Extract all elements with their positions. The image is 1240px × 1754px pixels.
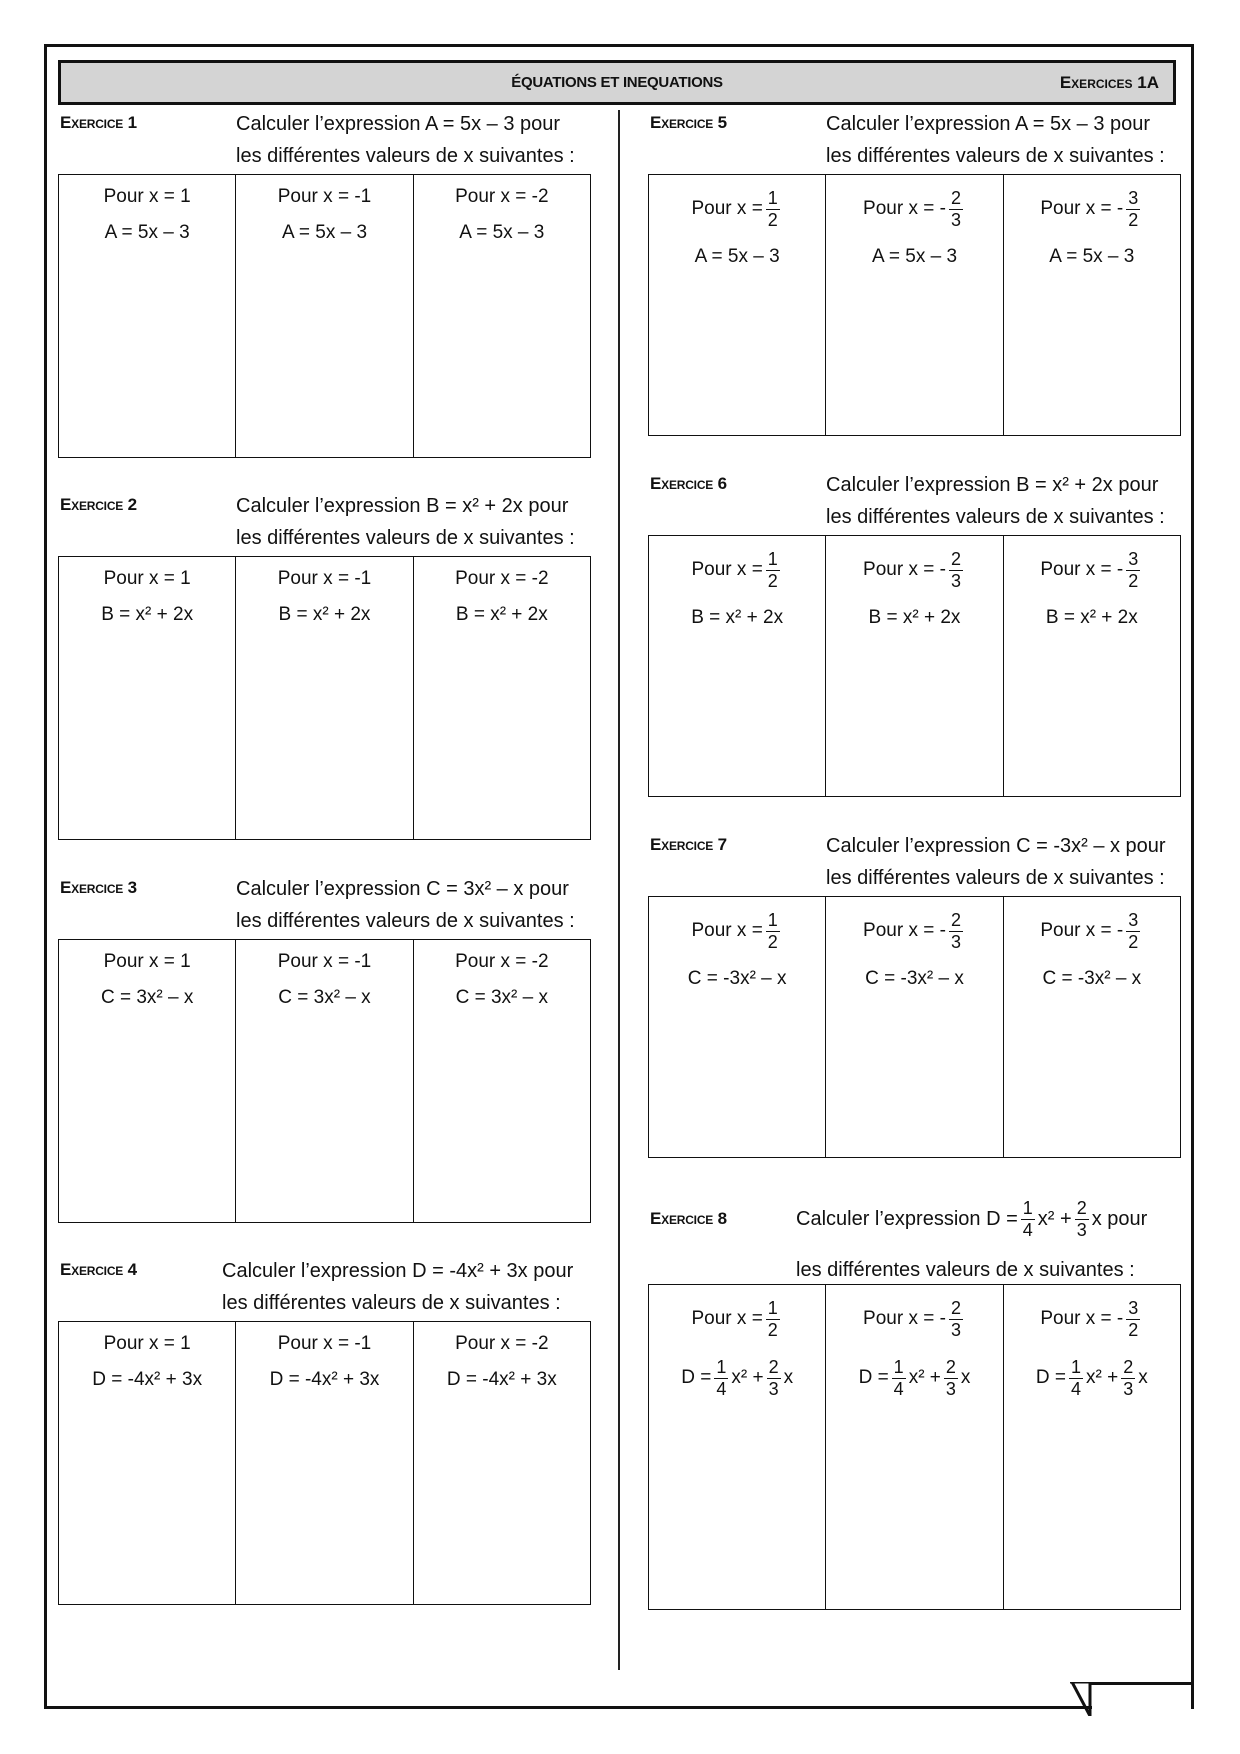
denominator: 4 (1071, 1378, 1082, 1399)
x-value: Pour x = -2 (455, 186, 549, 207)
exercise-5-line1: Calculer l’expression A = 5x – 3 pour (826, 113, 1151, 135)
exercise-8-line1 (796, 1190, 1147, 1248)
exercise-6-title: Exercice 6 (650, 474, 727, 493)
numerator: 3 (1128, 187, 1139, 208)
denominator: 4 (1022, 1219, 1033, 1240)
x-value (1004, 903, 1180, 959)
numerator: 1 (893, 1356, 904, 1377)
exercise-3-grid (58, 939, 591, 1223)
numerator: 2 (950, 187, 961, 208)
expr-mid: x² + (1086, 1367, 1119, 1388)
x-label: Pour x = - (1040, 920, 1124, 941)
x-label: Pour x = (691, 198, 763, 219)
exercise-1-cell-3[interactable] (413, 175, 590, 457)
numerator: 1 (767, 1297, 778, 1318)
expression: A = 5x – 3 (871, 246, 958, 267)
expression: B = x² + 2x (868, 607, 961, 628)
exercise-8-cell-3[interactable] (1003, 1285, 1180, 1609)
x-label: Pour x = - (1040, 1308, 1124, 1329)
denominator: 2 (767, 1319, 778, 1340)
exercise-7-cell-3[interactable] (1003, 897, 1180, 1157)
x-value (649, 181, 825, 237)
exercise-5-grid (648, 174, 1181, 436)
x-value: Pour x = -1 (277, 1333, 372, 1354)
numerator: 2 (945, 1356, 956, 1377)
exercise-2-title: Exercice 2 (60, 495, 137, 514)
exercise-3-cell-1[interactable] (59, 940, 235, 1222)
exercise-2-cell-2[interactable] (235, 557, 412, 839)
exercise-2-instructions (236, 490, 575, 554)
denominator: 2 (767, 570, 778, 591)
expr-prefix: D = (1035, 1367, 1066, 1388)
exercise-6-line2: les différentes valeurs de x suivantes : (826, 506, 1165, 528)
expression (826, 1347, 1002, 1409)
exercise-3-line1: Calculer l’expression C = 3x² – x pour (236, 878, 569, 900)
exercise-5-cell-2[interactable] (825, 175, 1002, 435)
fraction (714, 1357, 728, 1400)
exercise-6-line1: Calculer l’expression B = x² + 2x pour (826, 474, 1159, 496)
exercise-4-line2: les différentes valeurs de x suivantes : (222, 1292, 561, 1314)
denominator: 2 (767, 931, 778, 952)
expression: A = 5x – 3 (281, 222, 368, 243)
expression: A = 5x – 3 (459, 222, 545, 243)
denominator: 3 (950, 931, 961, 952)
x-value: Pour x = 1 (103, 951, 191, 972)
numerator: 1 (767, 187, 778, 208)
page-title: ÉQUATIONS ET INEQUATIONS (511, 74, 723, 91)
exercise-3-cell-3[interactable] (413, 940, 590, 1222)
denominator: 3 (950, 209, 961, 230)
x-label: Pour x = (691, 559, 763, 580)
denominator: 3 (1123, 1378, 1134, 1399)
denominator: 2 (1128, 1319, 1139, 1340)
exercise-2-line1: Calculer l’expression B = x² + 2x pour (236, 495, 569, 517)
exercise-1-line2: les différentes valeurs de x suivantes : (236, 145, 575, 167)
exercise-3-title: Exercice 3 (60, 878, 137, 897)
x-value: Pour x = 1 (103, 1333, 191, 1354)
numerator: 2 (950, 548, 961, 569)
exercise-8-cell-1[interactable] (649, 1285, 825, 1609)
fraction (1069, 1357, 1083, 1400)
expr-suffix: x (960, 1367, 971, 1388)
fraction (949, 1298, 963, 1341)
exercise-8-line2: les différentes valeurs de x suivantes : (796, 1259, 1135, 1281)
fraction (767, 1357, 781, 1400)
exercise-4-title: Exercice 4 (60, 1260, 137, 1279)
x-value: Pour x = -1 (277, 568, 372, 589)
exercise-3-instructions (236, 873, 575, 937)
exercise-4-instructions (222, 1255, 573, 1319)
fraction (766, 188, 780, 231)
denominator: 4 (893, 1378, 904, 1399)
x-value: Pour x = 1 (103, 186, 191, 207)
exercise-6-cell-1[interactable] (649, 536, 825, 796)
x-value: Pour x = -1 (277, 951, 372, 972)
numerator: 1 (716, 1356, 727, 1377)
numerator: 2 (950, 1297, 961, 1318)
expression: D = -4x² + 3x (446, 1369, 557, 1390)
denominator: 3 (950, 570, 961, 591)
exercise-7-line2: les différentes valeurs de x suivantes : (826, 867, 1165, 889)
expr-suffix: x (1138, 1367, 1148, 1388)
x-label: Pour x = - (863, 198, 946, 219)
x-value (1004, 542, 1180, 598)
numerator: 3 (1128, 1297, 1139, 1318)
exercise-6-cell-3[interactable] (1003, 536, 1180, 796)
expression: C = -3x² – x (865, 968, 964, 989)
denominator: 2 (1128, 209, 1139, 230)
fraction (766, 549, 780, 592)
x-value: Pour x = 1 (103, 568, 191, 589)
expression: B = x² + 2x (455, 604, 548, 625)
x-value: Pour x = -2 (455, 1333, 549, 1354)
expression (649, 1347, 825, 1409)
x-label: Pour x = (691, 1308, 763, 1329)
numerator: 1 (767, 909, 778, 930)
numerator: 2 (950, 909, 961, 930)
line1-mid: x² + (1037, 1208, 1072, 1230)
denominator: 3 (768, 1378, 779, 1399)
fraction (949, 549, 963, 592)
expression: C = 3x² – x (278, 987, 371, 1008)
fraction (1126, 549, 1140, 592)
exercise-1-cell-2[interactable] (235, 175, 412, 457)
expression: A = 5x – 3 (104, 222, 190, 243)
fraction (949, 910, 963, 953)
exercise-3-cell-2[interactable] (235, 940, 412, 1222)
numerator: 1 (1071, 1356, 1082, 1377)
exercise-4-cell-1[interactable] (59, 1322, 235, 1604)
exercise-1-line1: Calculer l’expression A = 5x – 3 pour (236, 113, 561, 135)
fraction (1126, 1298, 1140, 1341)
x-value (649, 542, 825, 598)
exercise-4-cell-3[interactable] (413, 1322, 590, 1604)
expression: B = x² + 2x (278, 604, 371, 625)
exercise-2-grid (58, 556, 591, 840)
exercise-7-cell-1[interactable] (649, 897, 825, 1157)
exercise-7-grid (648, 896, 1181, 1158)
exercise-2-line2: les différentes valeurs de x suivantes : (236, 527, 575, 549)
exercise-6-grid (648, 535, 1181, 797)
numerator: 2 (1123, 1356, 1134, 1377)
exercise-3-line2: les différentes valeurs de x suivantes : (236, 910, 575, 932)
corner-bar (1090, 1682, 1194, 1685)
expression: C = 3x² – x (100, 987, 194, 1008)
numerator: 3 (1128, 909, 1139, 930)
fraction (766, 910, 780, 953)
exercise-4-cell-2[interactable] (235, 1322, 412, 1604)
x-value (826, 181, 1002, 237)
header-bar (58, 60, 1176, 105)
numerator: 2 (1076, 1197, 1087, 1218)
exercise-8-cell-2[interactable] (825, 1285, 1002, 1609)
exercise-1-title: Exercice 1 (60, 113, 137, 132)
x-label: Pour x = (691, 920, 763, 941)
expression: A = 5x – 3 (1049, 246, 1135, 267)
x-value (649, 1291, 825, 1347)
expr-mid: x² + (908, 1367, 941, 1388)
numerator: 2 (768, 1356, 779, 1377)
fraction (1126, 188, 1140, 231)
x-value (1004, 1291, 1180, 1347)
denominator: 2 (767, 209, 778, 230)
exercise-8-grid (648, 1284, 1181, 1610)
exercise-4-grid (58, 1321, 591, 1605)
exercise-8-instructions (796, 1190, 1147, 1286)
corner-mark-icon (1070, 1682, 1130, 1716)
expression (1004, 1347, 1180, 1409)
expr-suffix: x (783, 1367, 794, 1388)
exercise-6-cell-2[interactable] (825, 536, 1002, 796)
corner-right-edge (1191, 1682, 1194, 1709)
exercise-7-title: Exercice 7 (650, 835, 727, 854)
exercise-8-title: Exercice 8 (650, 1209, 727, 1228)
exercise-5-cell-1[interactable] (649, 175, 825, 435)
exercise-7-cell-2[interactable] (825, 897, 1002, 1157)
exercise-1-instructions (236, 108, 575, 172)
exercise-5-title: Exercice 5 (650, 113, 727, 132)
x-value: Pour x = -2 (455, 568, 549, 589)
expression: A = 5x – 3 (694, 246, 780, 267)
x-label: Pour x = - (1040, 198, 1124, 219)
numerator: 1 (767, 548, 778, 569)
denominator: 3 (1076, 1219, 1087, 1240)
denominator: 2 (1128, 931, 1139, 952)
fraction (1075, 1198, 1089, 1241)
exercise-2-cell-3[interactable] (413, 557, 590, 839)
x-label: Pour x = - (863, 1308, 946, 1329)
expression: C = -3x² – x (687, 968, 787, 989)
expression: C = 3x² – x (455, 987, 549, 1008)
denominator: 3 (950, 1319, 961, 1340)
expression: C = -3x² – x (1042, 968, 1142, 989)
expression: B = x² + 2x (101, 604, 194, 625)
exercise-5-cell-3[interactable] (1003, 175, 1180, 435)
exercise-7-instructions (826, 830, 1166, 894)
exercise-1-cell-1[interactable] (59, 175, 235, 457)
fraction (944, 1357, 958, 1400)
denominator: 4 (716, 1378, 727, 1399)
x-label: Pour x = - (1040, 559, 1124, 580)
page-bottom-border (44, 1706, 1092, 1709)
denominator: 2 (1128, 570, 1139, 591)
x-label: Pour x = - (863, 920, 946, 941)
expression: D = -4x² + 3x (92, 1369, 203, 1390)
x-value: Pour x = -2 (455, 951, 549, 972)
exercise-1-grid (58, 174, 591, 458)
expression: B = x² + 2x (691, 607, 784, 628)
expr-mid: x² + (731, 1367, 764, 1388)
x-label: Pour x = - (863, 559, 946, 580)
exercise-5-line2: les différentes valeurs de x suivantes : (826, 145, 1165, 167)
exercise-6-instructions (826, 469, 1165, 533)
numerator: 1 (1022, 1197, 1033, 1218)
x-value (826, 1291, 1002, 1347)
denominator: 3 (945, 1378, 956, 1399)
exercise-5-instructions (826, 108, 1165, 172)
column-divider (618, 110, 620, 1670)
x-value (826, 903, 1002, 959)
x-value (826, 542, 1002, 598)
fraction (949, 188, 963, 231)
exercise-7-line1: Calculer l’expression C = -3x² – x pour (826, 835, 1166, 857)
exercise-2-cell-1[interactable] (59, 557, 235, 839)
fraction (892, 1357, 906, 1400)
expr-prefix: D = (858, 1367, 889, 1388)
exercise-4-line1: Calculer l’expression D = -4x² + 3x pour (222, 1260, 574, 1282)
numerator: 3 (1128, 548, 1139, 569)
x-value: Pour x = -1 (277, 186, 372, 207)
line1-suffix: x pour (1091, 1208, 1148, 1230)
exercise-set-ref: Exercices 1A (1059, 73, 1159, 92)
x-value (649, 903, 825, 959)
fraction (1126, 910, 1140, 953)
expression: D = -4x² + 3x (269, 1369, 380, 1390)
expr-prefix: D = (681, 1367, 712, 1388)
x-value (1004, 181, 1180, 237)
fraction (766, 1298, 780, 1341)
expression: B = x² + 2x (1045, 607, 1138, 628)
line1-prefix: Calculer l’expression D = (796, 1208, 1018, 1230)
fraction (1021, 1198, 1035, 1241)
fraction (1121, 1357, 1135, 1400)
